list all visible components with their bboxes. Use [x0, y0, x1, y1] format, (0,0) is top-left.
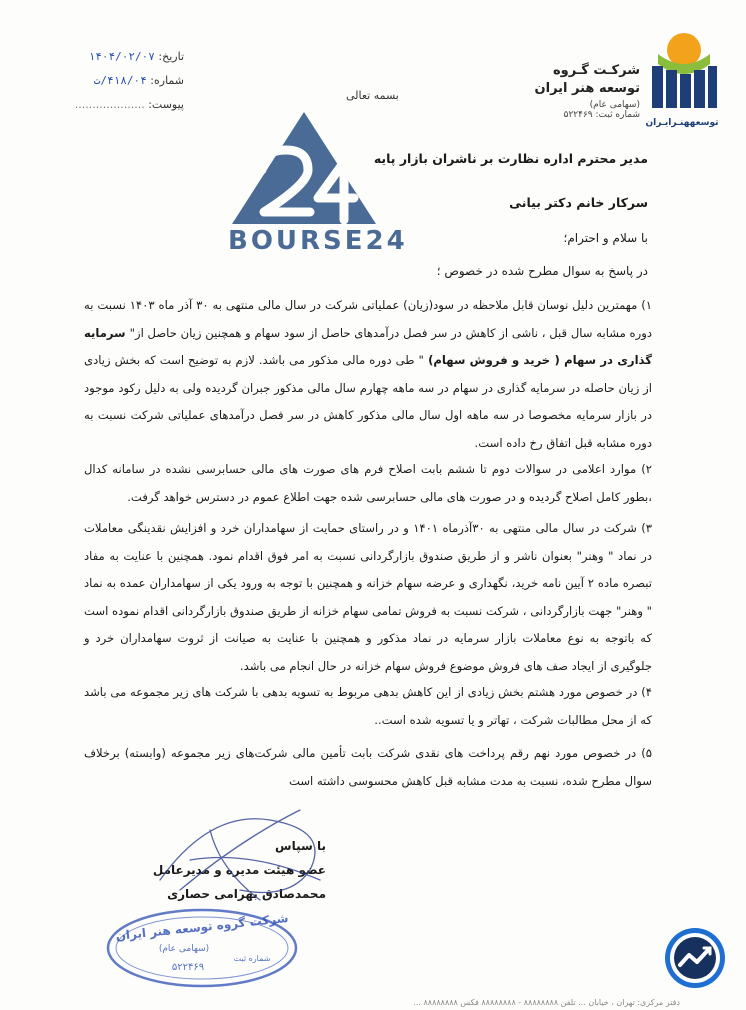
attachment-label: پیوست: [148, 98, 184, 111]
header-meta [34, 50, 184, 118]
paragraph-3: ۳) شرکت در سال مالی منتهی به ۳۰آذرماه ۱۴۰۱ و در راستای حمایت از سهامداران خرد و افزایش نقدینگی معاملات در نماد " وهنر" بعنوان ناشر و از طریق صندوق بازارگردانی نسبت به امر فوق اقدام نمود. همچنین با عنایت به مفاد تبصره ماده ۲ آیین نامه خرید، نگهداری و عرضه سهام خزانه و همچنین با توجه به ورود یکی از سهامداران عمده به نماد " وهنر" جهت بازارگردانی ، شرکت نسبت به فروش تمامی سهام خزانه از طریق صندوق بازارگردانی اقدام نموده است که باتوجه به نوع معاملات بازار سرمایه در نماد مذکور و همچنین با عنایت به صیانت از ثروت سهامداران خرد و جلوگیری از ایجاد صف های فروش موضوع فروش سهام خزانه در حال انجام می باشد. [84, 521, 652, 673]
greeting: با سلام و احترام؛ [563, 231, 648, 245]
company-registration: شماره ثبت: ۵۲۲۴۶۹ [563, 110, 640, 120]
paragraph-1-a: ۱) مهمترین دلیل نوسان قابل ملاحظه در سود(زیان) عملیاتی شرکت در سال مالی منتهی به ۳۰ آذر ماه ۱۴۰۳ نسبت به دوره مشابه سال قبل ، ناشی از کاهش در سر فصل درآمدهای حاصل از سود سهام و همچنین زیان حاصل از" [84, 298, 653, 340]
paragraph-2: ۲) موارد اعلامی در سوالات دوم تا ششم بابت اصلاح فرم های صورت های مالی حسابرسی نشده در سامانه کدال ،بطور کامل اصلاح گردیده و در صورت های مالی حسابرسی شده جهت اطلاع عموم در دسترس خواهد گرفت. [84, 462, 652, 504]
date-value: ۱۴۰۴/۰۲/۰۷ [88, 50, 155, 63]
company-type: (سهامی عام) [589, 100, 640, 110]
stamp-line1: شرکت گروه توسعه هنر ایران [114, 910, 290, 944]
company-stamp [104, 906, 300, 990]
company-block [530, 62, 640, 120]
signature-thanks: با سپاس [275, 839, 326, 853]
stamp-line3: شماره ثبت [233, 954, 271, 963]
date-row [34, 50, 184, 70]
signature-name: محمدصادق بهرامی حصاری [167, 887, 326, 901]
paragraph-5: ۵) در خصوص مورد نهم رقم پرداخت های نقدی شرکت بابت تأمین مالی شرکت‌های زیر مجموعه (وابسته) برخلاف سوال مطرح شده، نسبت به مدت مشابه قبل کاهش محسوسی داشته است [84, 746, 652, 788]
date-label: تاریخ: [158, 50, 184, 63]
chart-trend-icon [664, 927, 726, 989]
attachment-row [34, 98, 184, 118]
company-logo [644, 30, 720, 130]
signature-title: عضو هیئت مدیره و مدیرعامل [152, 863, 326, 877]
company-logo-icon [644, 30, 720, 112]
paragraph-1-b: " طی دوره مالی مذکور می باشد. لازم به توضیح است که بخش زیادی از زیان حاصله در سرمایه گذاری در سهام در سه ماهه چهارم سال مالی مذکور جبران گردیده ولی به دلیل رکود موجود در بازار سرمایه مخصوصا در سه ماهه اول سال مالی مذکور کاهش در سر فصل درآمدهای عملیاتی شرکت نسبت به دوره مشابه قبل اتفاق رخ داده است. [84, 353, 652, 450]
handwritten-signature [150, 790, 350, 910]
basmaleh: بسمه تعالی [346, 89, 399, 102]
paragraph-1 [84, 292, 652, 457]
stamp-line2: (سهامی عام) [158, 944, 210, 954]
logo-caption: توسعههنـرایـران [645, 118, 719, 128]
company-name-line1: شرکـت گـروه [552, 63, 640, 78]
bourse24-logo-icon [224, 108, 384, 228]
bourse24-text: BOURSE24 [228, 226, 408, 256]
attachment-dots: .................... [74, 98, 145, 111]
bourse-badge [664, 927, 726, 989]
footer-address: دفتر مرکزی: تهران ، خیابان ... تلفن ۸۸۸۸۸۸۸۸ - ۸۸۸۸۸۸۸۸ فکس ۸۸۸۸۸۸۸۸ ... [413, 998, 680, 1007]
intro-line: در پاسخ به سوال مطرح شده در خصوص ؛ [436, 264, 648, 278]
paragraph-1-bold: سرمایه گذاری در سهام ( خرید و فروش سهام) [84, 325, 652, 367]
recipient-line1: مدیر محترم اداره نظارت بر ناشران بازار پایه [373, 151, 648, 166]
company-name-line2: توسعه هنر ایران [534, 81, 640, 96]
number-value: ۴۱۸/۰۴/ت [93, 74, 147, 87]
stamp-line4: ۵۲۲۴۶۹ [171, 962, 205, 973]
recipient-line2: سرکار خانم دکتر بیانی [509, 195, 648, 210]
number-row [34, 74, 184, 94]
paragraph-4: ۴) در خصوص مورد هشتم بخش زیادی از این کاهش بدهی مربوط به تسویه بدهی با شرکت های زیر مجموعه می باشد که از محل مطالبات شرکت ، تهاتر و یا تسویه شده است.. [84, 685, 652, 727]
number-label: شماره: [150, 74, 184, 87]
